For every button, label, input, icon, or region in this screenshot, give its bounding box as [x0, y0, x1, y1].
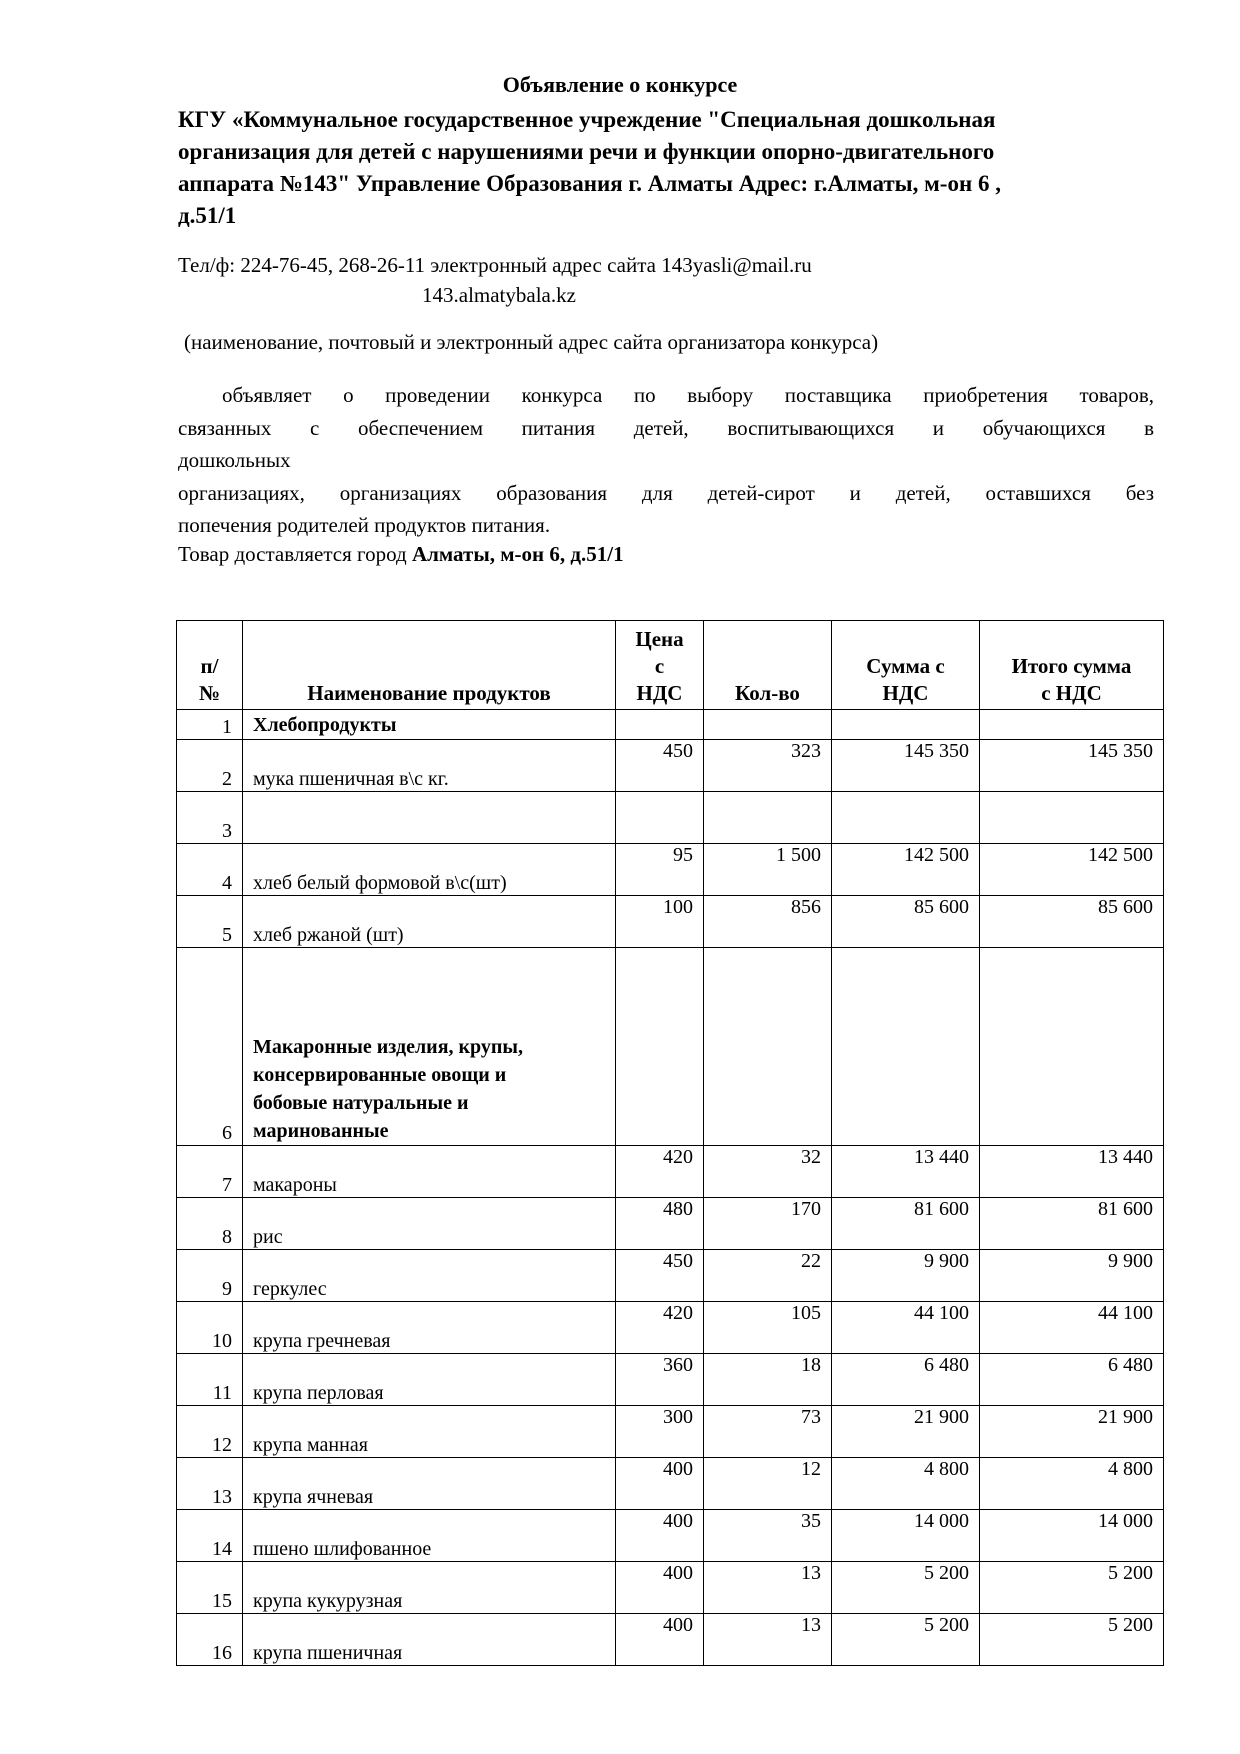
- org-line: организация для детей с нарушениями речи и функции опорно-двигательного: [178, 139, 995, 164]
- product-name: Макаронные изделия, крупы, консервированные овощи и бобовые натуральные и маринованные: [243, 948, 616, 1146]
- caption: (наименование, почтовый и электронный адрес сайта организатора конкурса): [184, 330, 879, 354]
- header-sum: Сумма с НДС: [832, 621, 980, 710]
- price-cell: 100: [616, 896, 704, 948]
- price-cell: 400: [616, 1614, 704, 1666]
- total-cell: [980, 710, 1164, 740]
- row-number: 6: [177, 948, 243, 1146]
- sum-cell: 14 000: [832, 1510, 980, 1562]
- organization-name: [178, 104, 1108, 232]
- qty-cell: 323: [704, 740, 832, 792]
- total-cell: 145 350: [980, 740, 1164, 792]
- sum-cell: 145 350: [832, 740, 980, 792]
- announcement-paragraph: [178, 379, 1154, 542]
- sum-cell: 85 600: [832, 896, 980, 948]
- org-line: КГУ «Коммунальное государственное учреждение "Специальная дошкольная: [178, 107, 996, 132]
- table-row: [177, 1458, 1164, 1510]
- delivery-place: Алматы, м-он 6, д.51/1: [411, 542, 624, 566]
- contact-line: Тел/ф: 224-76-45, 268-26-11 электронный адрес сайта 143yasli@mail.ru: [178, 253, 812, 277]
- row-number: 9: [177, 1250, 243, 1302]
- row-number: 4: [177, 844, 243, 896]
- price-cell: [616, 948, 704, 1146]
- sum-cell: 81 600: [832, 1198, 980, 1250]
- product-name: геркулес: [243, 1250, 616, 1302]
- product-name: крупа гречневая: [243, 1302, 616, 1354]
- sum-cell: 4 800: [832, 1458, 980, 1510]
- price-cell: 480: [616, 1198, 704, 1250]
- price-cell: 400: [616, 1458, 704, 1510]
- delivery-line: [178, 542, 624, 567]
- row-number: 1: [177, 710, 243, 740]
- org-line: аппарата №143" Управление Образования г. Алматы Адрес: г.Алматы, м-он 6 ,: [178, 171, 1001, 196]
- qty-cell: 105: [704, 1302, 832, 1354]
- table-row: [177, 1146, 1164, 1198]
- sum-cell: 13 440: [832, 1146, 980, 1198]
- sum-cell: 21 900: [832, 1406, 980, 1458]
- total-cell: 5 200: [980, 1614, 1164, 1666]
- qty-cell: 1 500: [704, 844, 832, 896]
- sum-cell: [832, 710, 980, 740]
- total-cell: [980, 948, 1164, 1146]
- qty-cell: [704, 710, 832, 740]
- header-total: Итого сумма с НДС: [980, 621, 1164, 710]
- row-number: 8: [177, 1198, 243, 1250]
- table-row: [177, 1354, 1164, 1406]
- products-table: [176, 620, 1164, 1666]
- para-line: попечения родителей продуктов питания.: [178, 513, 551, 537]
- table-row: [177, 948, 1164, 1146]
- total-cell: 5 200: [980, 1562, 1164, 1614]
- header-name: Наименование продуктов: [243, 621, 616, 710]
- product-name: крупа перловая: [243, 1354, 616, 1406]
- product-name: крупа манная: [243, 1406, 616, 1458]
- qty-cell: 73: [704, 1406, 832, 1458]
- price-cell: 450: [616, 740, 704, 792]
- sum-cell: 6 480: [832, 1354, 980, 1406]
- qty-cell: 12: [704, 1458, 832, 1510]
- total-cell: 85 600: [980, 896, 1164, 948]
- table-header-row: [177, 621, 1164, 710]
- org-line: д.51/1: [178, 203, 237, 228]
- total-cell: 14 000: [980, 1510, 1164, 1562]
- table-row: [177, 1562, 1164, 1614]
- row-number: 2: [177, 740, 243, 792]
- qty-cell: 856: [704, 896, 832, 948]
- sum-cell: 5 200: [832, 1562, 980, 1614]
- header-number: п/ №: [177, 621, 243, 710]
- product-name: пшено шлифованное: [243, 1510, 616, 1562]
- qty-cell: 32: [704, 1146, 832, 1198]
- table-row: [177, 844, 1164, 896]
- total-cell: 21 900: [980, 1406, 1164, 1458]
- product-name: крупа кукурузная: [243, 1562, 616, 1614]
- row-number: 14: [177, 1510, 243, 1562]
- price-cell: 400: [616, 1510, 704, 1562]
- total-cell: [980, 792, 1164, 844]
- product-name: Хлебопродукты: [243, 710, 616, 740]
- table-row: [177, 1510, 1164, 1562]
- sum-cell: 142 500: [832, 844, 980, 896]
- product-name: хлеб белый формовой в\с(шт): [243, 844, 616, 896]
- product-name: рис: [243, 1198, 616, 1250]
- price-cell: 450: [616, 1250, 704, 1302]
- price-cell: 400: [616, 1562, 704, 1614]
- sum-cell: [832, 792, 980, 844]
- product-name: мука пшеничная в\с кг.: [243, 740, 616, 792]
- table-row: [177, 710, 1164, 740]
- total-cell: 81 600: [980, 1198, 1164, 1250]
- sum-cell: [832, 948, 980, 1146]
- qty-cell: 13: [704, 1562, 832, 1614]
- product-name: макароны: [243, 1146, 616, 1198]
- row-number: 11: [177, 1354, 243, 1406]
- total-cell: 4 800: [980, 1458, 1164, 1510]
- para-line: связанных с обеспечением питания детей, воспитывающихся и обучающихся в: [178, 415, 1154, 440]
- website: 143.almatybala.kz: [422, 283, 576, 307]
- table-row: [177, 896, 1164, 948]
- row-number: 5: [177, 896, 243, 948]
- price-cell: 420: [616, 1302, 704, 1354]
- row-number: 7: [177, 1146, 243, 1198]
- total-cell: 13 440: [980, 1146, 1164, 1198]
- row-number: 12: [177, 1406, 243, 1458]
- table-row: [177, 1406, 1164, 1458]
- row-number: 15: [177, 1562, 243, 1614]
- qty-cell: 18: [704, 1354, 832, 1406]
- sum-cell: 5 200: [832, 1614, 980, 1666]
- total-cell: 44 100: [980, 1302, 1164, 1354]
- qty-cell: 35: [704, 1510, 832, 1562]
- qty-cell: [704, 948, 832, 1146]
- para-line: объявляет о проведении конкурса по выбору поставщика приобретения товаров,: [222, 383, 1154, 407]
- price-cell: [616, 710, 704, 740]
- row-number: 10: [177, 1302, 243, 1354]
- sum-cell: 44 100: [832, 1302, 980, 1354]
- product-name: [243, 792, 616, 844]
- table-row: [177, 1302, 1164, 1354]
- product-name: крупа ячневая: [243, 1458, 616, 1510]
- page-title: Объявление о конкурсе: [502, 72, 738, 97]
- table-row: [177, 1250, 1164, 1302]
- table-row: [177, 792, 1164, 844]
- price-cell: 360: [616, 1354, 704, 1406]
- para-line: дошкольных: [178, 448, 291, 472]
- sum-cell: 9 900: [832, 1250, 980, 1302]
- price-cell: 300: [616, 1406, 704, 1458]
- table-row: [177, 740, 1164, 792]
- total-cell: 6 480: [980, 1354, 1164, 1406]
- row-number: 13: [177, 1458, 243, 1510]
- qty-cell: 13: [704, 1614, 832, 1666]
- total-cell: 9 900: [980, 1250, 1164, 1302]
- qty-cell: 170: [704, 1198, 832, 1250]
- header-quantity: Кол-во: [704, 621, 832, 710]
- para-line: организациях, организациях образования для детей-сирот и детей, оставшихся без: [178, 480, 1154, 505]
- row-number: 16: [177, 1614, 243, 1666]
- qty-cell: [704, 792, 832, 844]
- qty-cell: 22: [704, 1250, 832, 1302]
- total-cell: 142 500: [980, 844, 1164, 896]
- header-price: Цена с НДС: [616, 621, 704, 710]
- delivery-prefix: Товар доставляется город: [178, 542, 412, 566]
- row-number: 3: [177, 792, 243, 844]
- product-name: крупа пшеничная: [243, 1614, 616, 1666]
- price-cell: [616, 792, 704, 844]
- price-cell: 420: [616, 1146, 704, 1198]
- table-row: [177, 1614, 1164, 1666]
- product-name: хлеб ржаной (шт): [243, 896, 616, 948]
- table-row: [177, 1198, 1164, 1250]
- price-cell: 95: [616, 844, 704, 896]
